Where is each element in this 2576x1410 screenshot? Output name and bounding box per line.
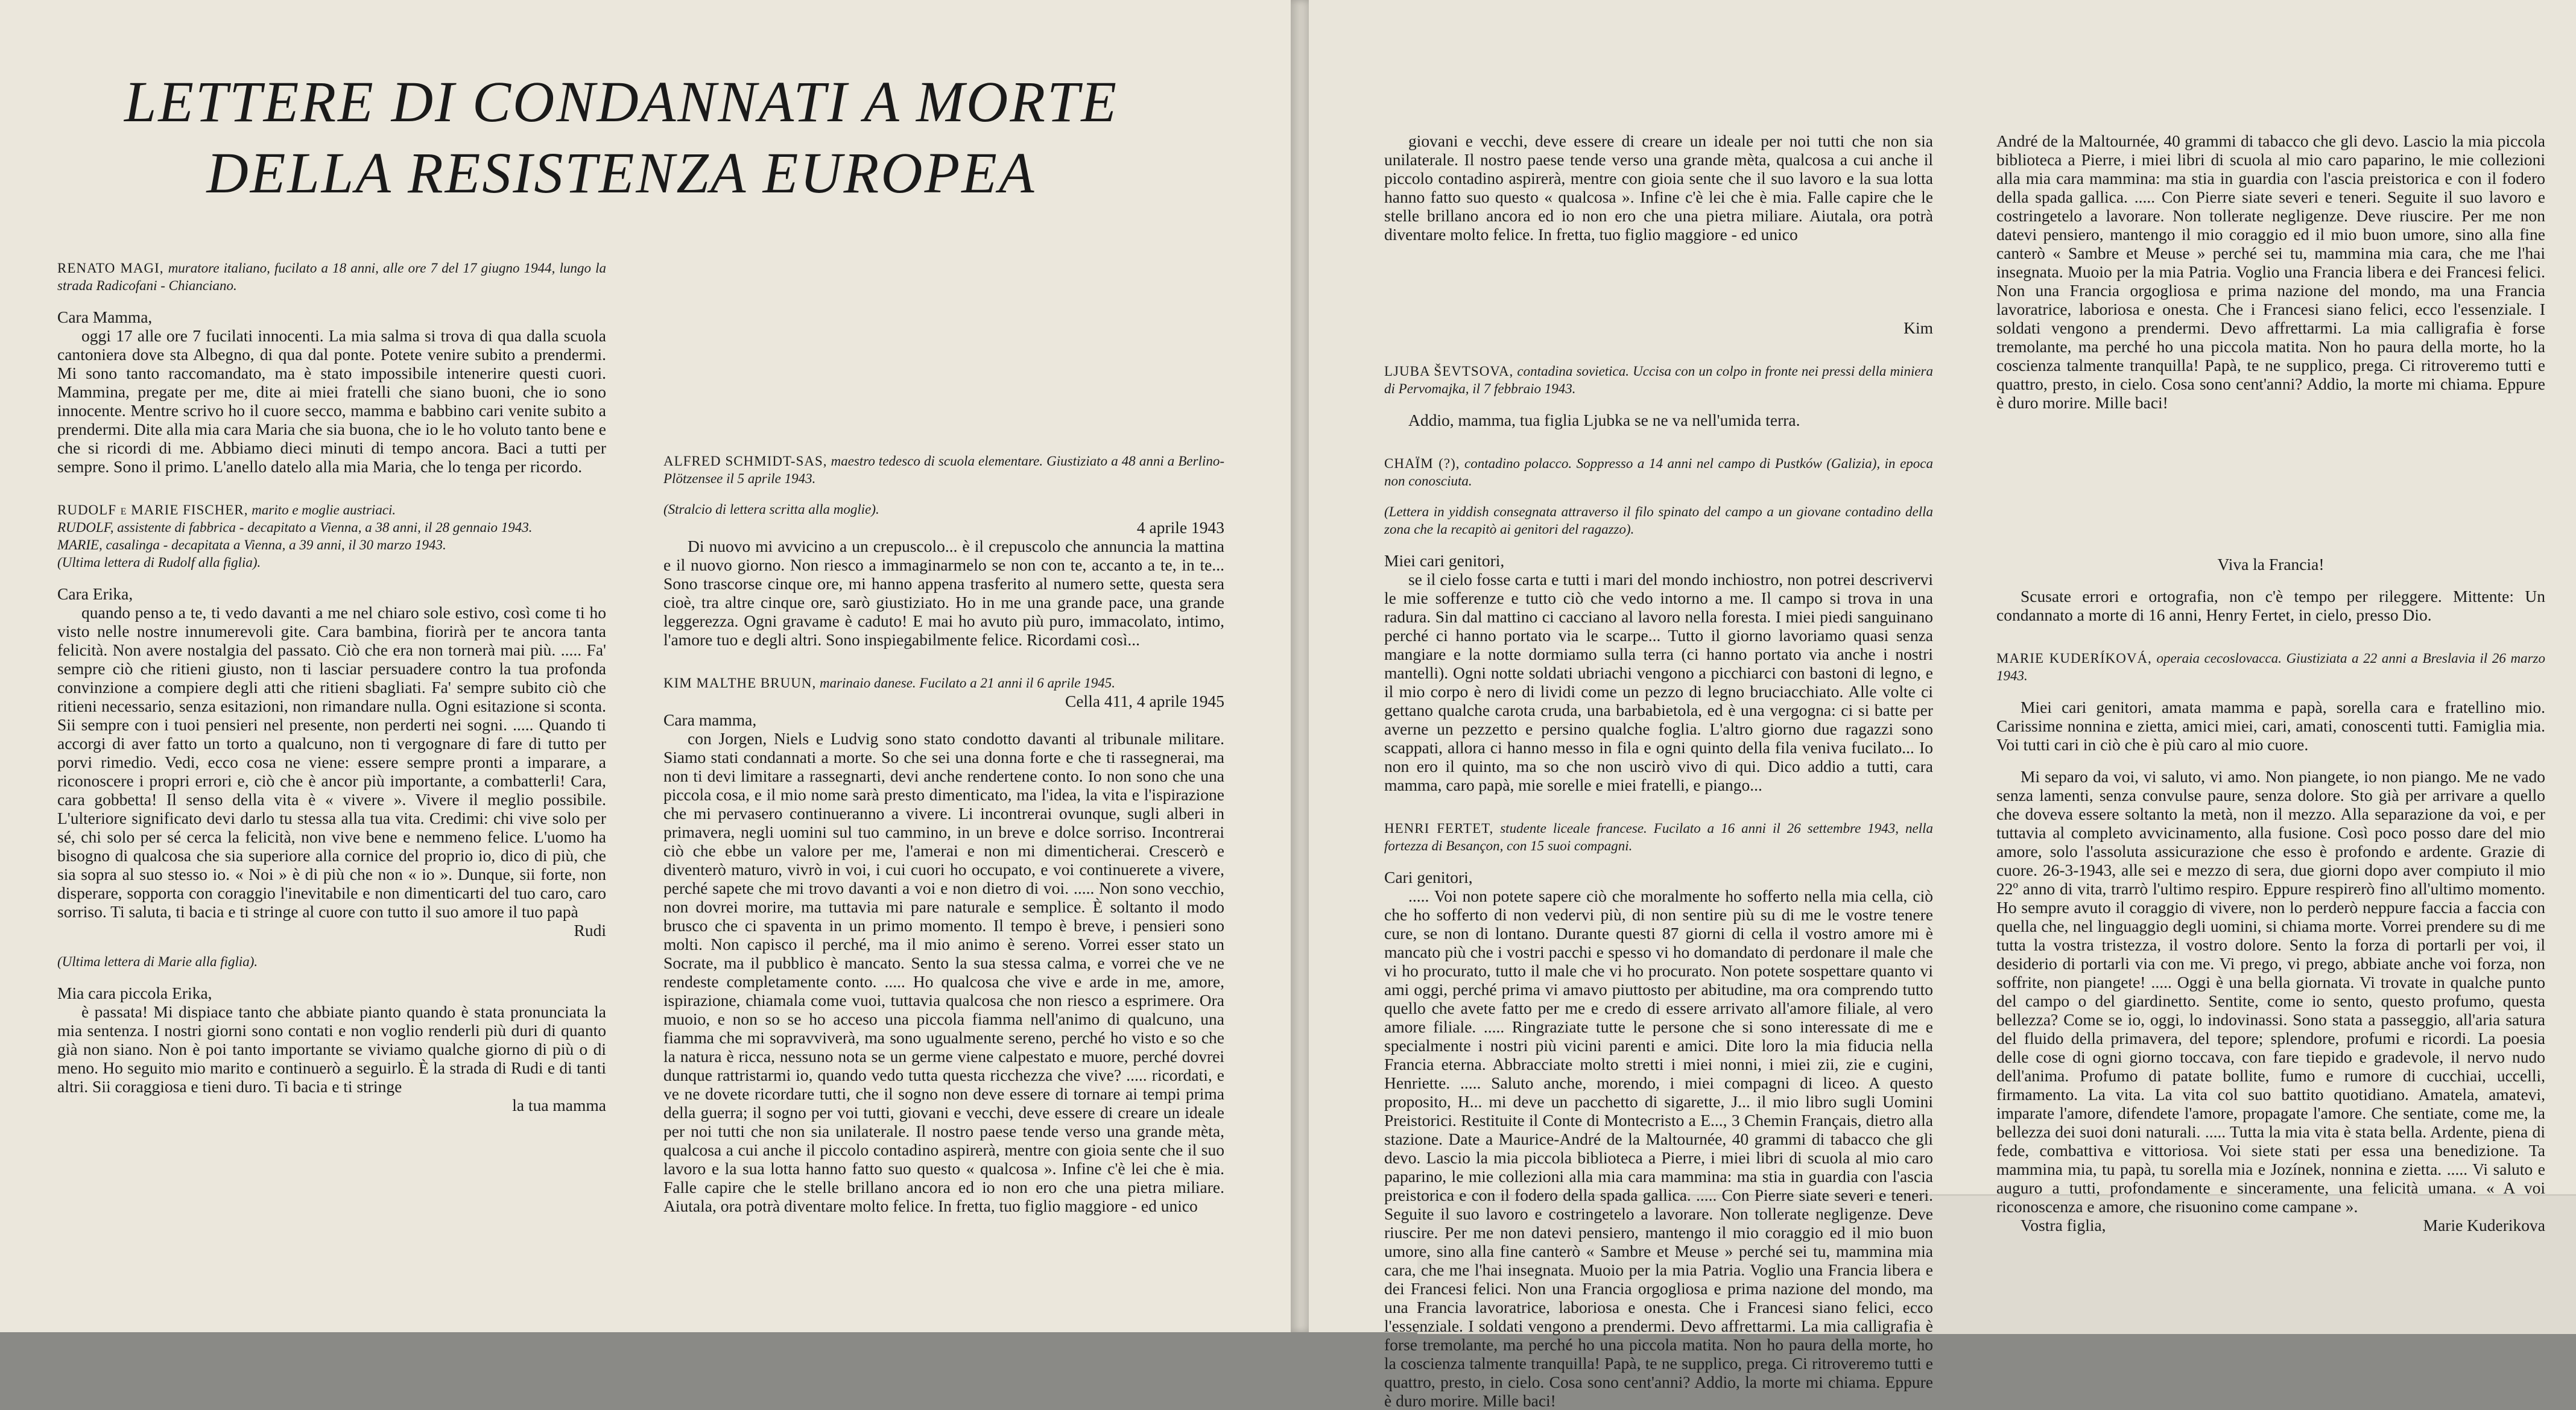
left-page [0, 0, 1291, 1332]
letter-body-schmidt: Di nuovo mi avvicino a un crepuscolo... è il crepuscolo che annuncia la mattina e il nuovo giorno. Non riesco a immaginarmelo se non con te, accanto a te, in te... Sono trascorse cinque ore, mi hanno appena trasferito al numero sette, questa sera cioè, tra altre cinque ore, sarò giustiziato. Ho in me una grande pace, una grande leggerezza. Ogni gravame è caduto! E mai ho avuto più puro, immacolato, intimo, l'amore tuo e degli altri. Sono inspiegabilmente felice. Ricordami così... [663, 537, 1224, 649]
signature-kuderikova: Marie Kuderikova [2423, 1216, 2545, 1235]
salutation-magi: Cara Mamma, [57, 308, 153, 326]
letter-heading-chaim: CHAÏM (?), contadino polacco. Soppresso a 14 anni nel campo di Pustków (Galizia), in epoca non conosciuta. [1384, 456, 1934, 488]
salutation-kuderikova: Miei cari genitori, amata mamma e papà, sorella cara e fratellino mio. Carissime nonnina e zietta, amici miei, cari, amati, conoscenti tutti. Famiglia mia. Voi tutti cari in ciò che è più caro al mio cuore. [1996, 698, 2545, 754]
note-marie: (Ultima lettera di Marie alla figlia). [57, 954, 258, 969]
closing-kuderikova: Vostra figlia, [2021, 1216, 2106, 1235]
letter-heading-fischer: RUDOLF e MARIE FISCHER, marito e moglie austriaci. [57, 502, 396, 517]
signature-rudolf: Rudi [574, 921, 606, 940]
letter-heading-schmidt: ALFRED SCHMIDT-SAS, maestro tedesco di scuola elementare. Giustiziato a 48 anni a Berlino-Plötzensee il 5 aprile 1943. [663, 454, 1225, 486]
date-schmidt: 4 aprile 1943 [1136, 518, 1224, 537]
letter-body-chaim: se il cielo fosse carta e tutti i mari del mondo inchiostro, non potrei descrivervi le mie sofferenze e tutto ciò che vedo intorno a me. Il campo si trova in una radura. Sin dal mattino ci cacciano al lavoro nella foresta. I miei piedi sanguinano perché ci hanno portato via le scarpe... Tutto il giorno lavoriamo quasi senza mangiare e la notte dormiamo sulla terra (ci hanno portato via anche i nostri mantelli). Ogni notte soldati ubriachi vengono a picchiarci con bastoni di legno, e il mio corpo è nero di lividi come un pezzo di legno bruciacchiato. Alle volte ci gettano qualche carota cruda, una barbabietola, ed è una vergogna: ci si batte per averne un pezzetto e persino qualche foglia. L'altro giorno due ragazzi sono scappati, allora ci hanno messo in fila e ogni quinto della fila veniva fucilato... Io non ero il quinto, ma so che non uscirò vivo di qui. Dico addio a tutti, cara mamma, caro papà, mie sorelle e miei fratelli, e piango... [1384, 570, 1933, 794]
note-rudolf: (Ultima lettera di Rudolf alla figlia). [57, 555, 261, 570]
note-chaim: (Lettera in yiddish consegnata attraverso il filo spinato del campo a un giovane contadino della zona che la recapitò ai genitori del ragazzo). [1384, 504, 1933, 537]
letter-body-magi: oggi 17 alle ore 7 fucilati innocenti. La mia salma si trova di qua dalla scuola cantoniera dove sta Albegno, di qua dal ponte. Potete venire subito a prendermi. Mi sono tanto raccomandato, ma è stato impossibile intenerire questi cuori. Mammina, pregate per me, dite ai miei fratelli che siano buoni, che io sono innocente. Mentre scrivo ho il cuore secco, mamma e babbino cari venite subito a prendermi. Dite alla mia cara Maria che sia buona, che io le ho voluto tanto bene e che si ricordi di me. Abbiamo dieci minuti di tempo ancora. Baci a tutti per sempre. Sono il primo. L'anello datelo alla mia Maria, che lo tenga per ricordo. [57, 326, 606, 476]
column-1 [57, 259, 606, 1114]
letter-heading-kuderikova: MARIE KUDERÍKOVÁ, operaia cecoslovacca. Giustiziata a 22 anni a Breslavia il 26 marzo 1943. [1996, 651, 2545, 683]
date-bruun: Cella 411, 4 aprile 1945 [1065, 692, 1224, 710]
closing-fertet: Viva la Francia! [2217, 555, 2324, 574]
letter-body-fertet: ..... Voi non potete sapere ciò che moralmente ho sofferto nella mia cella, ciò che ho sofferto di non vedervi più, di non sentire più su di me le vostre tenere cure, se non di lontano. Durante questi 87 giorni di cella il vostro amore mi è mancato più che i vostri pacchi e spesso vi ho domandato di perdonare il male che vi ho procurato, tutto il male che vi ho procurato. Non potete sospettare quanto vi ami oggi, perché prima vi amavo piuttosto per abitudine, ma ora comprendo tutto quello che avete fatto per me e credo di essere arrivato all'amore filiale, al vero amore filiale. ..... Ringraziate tutte le persone che si sono interessate di me e specialmente i nostri più vicini parenti e amici. Dite loro la mia fiducia nella Francia eterna. Abbracciate molto stretti i miei nonni, i miei zii, zie e cugini, Henriette. ..... Saluto anche, morendo, i miei compagni di liceo. A questo proposito, H... mi deve un pacchetto di sigarette, J... il mio libro sugli Uomini Preistorici. Restituite il Conte di Montecristo a E..., 3 Chemin Français, dietro alla stazione. Date a Maurice-André de la Maltournée, 40 grammi di tabacco che gli devo. Lascio la mia piccola biblioteca a Pierre, i miei libri di scuola al mio caro paparino, le mie collezioni alla mia cara mammina: ma stia in guardia con l'ascia preistorica e con il fodero della spada gallica. ..... Con Pierre siate severi e teneri. Seguite il suo lavoro e costringetelo a lavorare. Non tollerate negligenze. Deve riuscire. Per me non datevi pensiero, mantengo il mio coraggio ed il mio buon umore, sino alla fine canterò « Sambre et Meuse » perché sei tu, mammina mia cara, che me l'hai insegnata. Muoio per la mia Patria. Voglio una Francia libera e dei Francesi felici. Non una Francia orgogliosa e prima nazione del mondo, ma una Francia lavoratrice, laboriosa e onesta. Che i Francesi siano felici, ecco l'essenziale. I soldati vengono a prendermi. Devo affrettarmi. La mia calligrafia è forse tremolante, ma perché ho una piccola matita. Non ho paura della morte, ho la coscienza talmente tranquilla! Papà, te ne supplico, prega. Ci ritroveremo tutti e quattro, presto, in cielo. Cosa sono cent'anni? Addio, la morte mi chiama. Eppure è duro morire. Mille baci! [1384, 887, 1933, 1410]
letter-body-rudolf: quando penso a te, ti vedo davanti a me nel chiaro sole estivo, così come ti ho visto nelle nostre innumerevoli gite. Cara bambina, fiorirà per te ancora tanta felicità. Non avere nostalgia del passato. Ciò che era non tornerà mai più. ..... Fa' sempre ciò che ritieni giusto, non ti lasciar persuadere contro la tua profonda convinzione a compiere degli atti che ritieni sbagliati. Fa' sempre subito ciò che ritieni necessario, senza esitazioni, non rimandare nulla. Ogni esitazione si sconta. Sii sempre con i tuoi pensieri nel presente, non perderti nei sogni. ..... Quando ti accorgi di aver fatto un torto a qualcuno, non ti vergognare di fare di tutto per porvi rimedio. Vedi, ecco cosa ne viene: essere sempre pronti a imparare, a riconoscere i propri errori e, ciò che è ancor più importante, a combatterli! Cara, cara gobbetta! Il senso della vita è « vivere ». Vivere il meglio possibile. L'ulteriore significato devi darlo tu stessa alla tua vita. Credimi: chi vive solo per sé, chi solo per sé cerca la felicità, non vive bene e nemmeno felice. L'uomo ha bisogno di qualcosa che sia superiore alla cornice del proprio io, dico di più, che sia sopra al suo stesso io. « Noi » è di più che non « io ». Dunque, sii forte, non disperare, sopporta con coraggio l'inevitabile e non dimenticarti del tuo caro, caro sorriso. Ti saluta, ti bacia e ti stringe al cuore con tutto il suo amore il tuo papà [57, 603, 606, 921]
salutation-chaim: Miei cari genitori, [1384, 551, 1505, 570]
letter-heading-fertet: HENRI FERTET, studente liceale francese. Fucilato a 16 anni il 26 settembre 1943, nella fortezza di Besançon, con 15 suoi compagni. [1384, 821, 1934, 853]
salutation-rudolf: Cara Erika, [57, 584, 133, 603]
signature-marie: la tua mamma [512, 1096, 606, 1114]
subheading-rudolf: RUDOLF, assistente di fabbrica - decapitato a Vienna, a 38 anni, il 28 gennaio 1943. [57, 520, 533, 535]
closing-kuderikova-line [1996, 1216, 2545, 1235]
letter-body-bruun: con Jorgen, Niels e Ludvig sono stato condotto davanti al tribunale militare. Siamo stati condannati a morte. So che sei una donna forte e che ti rassegnerai, ma non ti devi limitare a rassegnarti, devi anche rendertene conto. Io non sono che una piccola cosa, e il mio nome sarà presto dimenticato, ma l'idea, la vita e l'ispirazione che mi pervasero continueranno a vivere. Li incontrerai ovunque, sugli alberi in primavera, negli uomini sul tuo cammino, in un breve e dolce sorriso. Incontrerai ciò che ebbe un valore per me, l'amerai e non mi dimenticherai. Crescerò e diventerò maturo, vivrò in voi, i cui cuori ho occupato, e voi continuerete a vivere, perché sapete che mi trovo davanti a voi e non dietro di voi. ..... Non sono vecchio, non dovrei morire, ma tuttavia mi pare naturale e semplice. È soltanto il modo brusco che ci spaventa in un primo momento. Il tempo è breve, i pensieri sono molti. Non capisco il perché, ma il mio animo è sereno. Vorrei esser stato un Socrate, ma il pubblico è mancato. Sento la sua stessa calma, e vorrei che ve ne rendeste completamente conto. ..... Ho qualcosa che vive e arde in me, amore, ispirazione, chiamala come vuoi, tuttavia qualcosa che non riesco a esprimere. Ora muoio, e non so se ho acceso una piccola fiamma nell'animo di qualcuno, una fiamma che mi sopravviverà, ma sono ugualmente sereno, perché ho visto e so che la natura è ricca, nessuno nota se un germe viene calpestato e muore, perché dovrei dunque rattristarmi io, quando vedo tutta questa ricchezza che vive? ..... ricordati, e ve ne dovete ricordare tutti, che il sogno non deve essere di tornare ai tempi prima della guerra; il sogno per voi tutti, giovani e vecchi, deve essere di creare un ideale per noi tutti che non sia unilaterale. Il nostro paese tende verso una grande mèta, qualcosa a cui anche il piccolo contadino aspirerà, mentre con gioia sente che il suo lavoro e la sua lotta hanno fatto suo questo « qualcosa ». Infine c'è lei che è mia. Falle capire che le stelle brillano ancora ed io non ero che una pietra miliare. Aiutala, ora potrà diventare molto felice. In fretta, tuo figlio maggiore - ed unico [663, 729, 1224, 1215]
letter-body-fertet-continued: André de la Maltournée, 40 grammi di tabacco che gli devo. Lascio la mia piccola biblioteca a Pierre, i miei libri di scuola al mio caro paparino, le mie collezioni alla mia cara mammina: ma stia in guardia con l'ascia preistorica e con il fodero della spada gallica. ..... Con Pierre siate severi e teneri. Seguite il suo lavoro e costringetelo a lavorare. Non tollerate negligenze. Deve riuscire. Per me non datevi pensiero, mantengo il mio coraggio ed il mio buon umore, sino alla fine canterò « Sambre et Meuse » perché sei tu, mammina mia cara, che me l'hai insegnata. Muoio per la mia Patria. Voglio una Francia libera e dei Francesi felici. Non una Francia orgogliosa e prima nazione del mondo, ma una Francia lavoratrice, laboriosa e onesta. Che i Francesi siano felici, ecco l'essenziale. I soldati vengono a prendermi. Devo affrettarmi. La mia calligrafia è forse tremolante, ma perché ho una piccola matita. Non ho paura della morte, ho la coscienza talmente tranquilla! Papà, te ne supplico, prega. Ci ritroveremo tutti e quattro, presto, in cielo. Cosa sono cent'anni? Addio, la morte mi chiama. Eppure è duro morire. Mille baci! [1996, 131, 2545, 412]
letter-body-marie: è passata! Mi dispiace tanto che abbiate pianto quando è stata pronunciata la mia sentenza. I nostri giorni sono contati e non voglio renderli più duri di quanto già non siano. Non è poi tanto importante se viviamo qualche giorno di più o di meno. Ho seguito mio marito e continuerò a seguirlo. È la strada di Rudi e di tanti altri. Sii coraggiosa e tieni duro. Ti bacia e ti stringe [57, 1002, 606, 1096]
letter-body-sevtsova: Addio, mamma, tua figlia Ljubka se ne va nell'umida terra. [1408, 411, 1800, 429]
subheading-marie: MARIE, casalinga - decapitata a Vienna, a 39 anni, il 30 marzo 1943. [57, 537, 446, 552]
letter-body-kuderikova: Mi separo da voi, vi saluto, vi amo. Non piangete, io non piango. Me ne vado senza lamenti, senza convulse paure, senza dolore. Sto già per arrivare a quello che doveva essere soltanto la metà, non il mezzo. Alla separazione da voi, e per tuttavia al completo avvicinamento, alla fusione. Così poco posso dare del mio amore, solo l'assoluta assicurazione che esso è profondo e ardente. Grazie di cuore. 26-3-1943, alle sei e mezzo di sera, due giorni dopo aver compiuto il mio 22º anno di vita, trarrò l'ultimo respiro. Eppure respirerò fino all'ultimo momento. Ho sempre avuto il coraggio di vivere, non lo perderò neppure faccia a faccia con quella che, nel linguaggio degli uomini, si chiama morte. Vorrei prendere su di me tutta la vostra tristezza, il vostro dolore. Sento la forza di portarli per voi, il desiderio di portarli via con me. Vi prego, vi prego, abbiate anche voi forza, non soffrite, non piangete! ..... Oggi è una bella giornata. Vi trovate in qualche punto del campo o del giardinetto. Sentite, come io sento, questo profumo, questa bellezza? Come se io, oggi, lo indovinassi. Sono stata a passeggio, all'aria satura del fluido della primavera, del tepore; splendore, profumi e ricordi. La poesia delle cose di ogni giorno toccava, con fare tiepido e gradevole, il nervo nudo dell'anima. Profumo di patate bollite, fumo e rumore di cucchiai, uccelli, firmamento. La vita. La vita col suo battito quotidiano. Amatela, amatevi, imparate l'amore, difendete l'amore, propagate l'amore. Che sentiate, come me, la bellezza dei suoi doni naturali. ..... Tutta la mia vita è stata bella. Ardente, piena di fede, combattiva e vittoriosa. Voi siete stati per essa una benedizione. Ta mammina mia, tu papà, tu sorella mia e Jozínek, nonnina e zietta. ..... Vi saluto e auguro a tutti, profondamente e sinceramente, una felicità umana. « A voi riconoscenza e amore, che risuonino come campane ». [1996, 767, 2545, 1216]
postscript-fertet: Scusate errori e ortografia, non c'è tempo per rileggere. Mittente: Un condannato a morte di 16 anni, Henry Fertet, in cielo, presso Dio. [1996, 587, 2545, 624]
column-3 [1384, 131, 1934, 1410]
letter-heading-sevtsova: LJUBA ŠEVTSOVA, contadina sovietica. Uccisa con un colpo in fronte nei pressi della miniera di Pervomajka, il 7 febbraio 1943. [1384, 364, 1933, 396]
letter-heading-magi: RENATO MAGI, muratore italiano, fucilato a 18 anni, alle ore 7 del 17 giugno 1944, lungo la strada Radicofani - Chianciano. [57, 261, 607, 293]
letter-body-bruun-continued: giovani e vecchi, deve essere di creare un ideale per noi tutti che non sia unilaterale. Il nostro paese tende verso una grande mèta, qualcosa a cui anche il piccolo contadino aspirerà, mentre con gioia sente che il suo lavoro e la sua lotta hanno fatto suo questo « qualcosa ». Infine c'è lei che è mia. Falle capire che le stelle brillano ancora ed io non ero che una pietra miliare. Aiutala, ora potrà diventare molto felice. In fretta, tuo figlio maggiore - ed unico [1384, 131, 1933, 244]
page-title [72, 66, 1170, 209]
title-line-1: LETTERE DI CONDANNATI A MORTE [124, 69, 1119, 134]
column-2b [663, 452, 1224, 1368]
signature-bruun: Kim [1904, 318, 1933, 337]
book-spine [1291, 0, 1309, 1332]
letter-heading-bruun: KIM MALTHE BRUUN, marinaio danese. Fucilato a 21 anni il 6 aprile 1945. [663, 675, 1115, 691]
salutation-bruun: Cara mamma, [663, 710, 757, 729]
salutation-marie: Mia cara piccola Erika, [57, 984, 212, 1002]
title-line-2: DELLA RESISTENZA EUROPEA [206, 141, 1036, 205]
column-4 [1996, 131, 2545, 1235]
salutation-fertet: Cari genitori, [1384, 868, 1473, 887]
note-schmidt: (Stralcio di lettera scritta alla moglie). [663, 502, 879, 517]
